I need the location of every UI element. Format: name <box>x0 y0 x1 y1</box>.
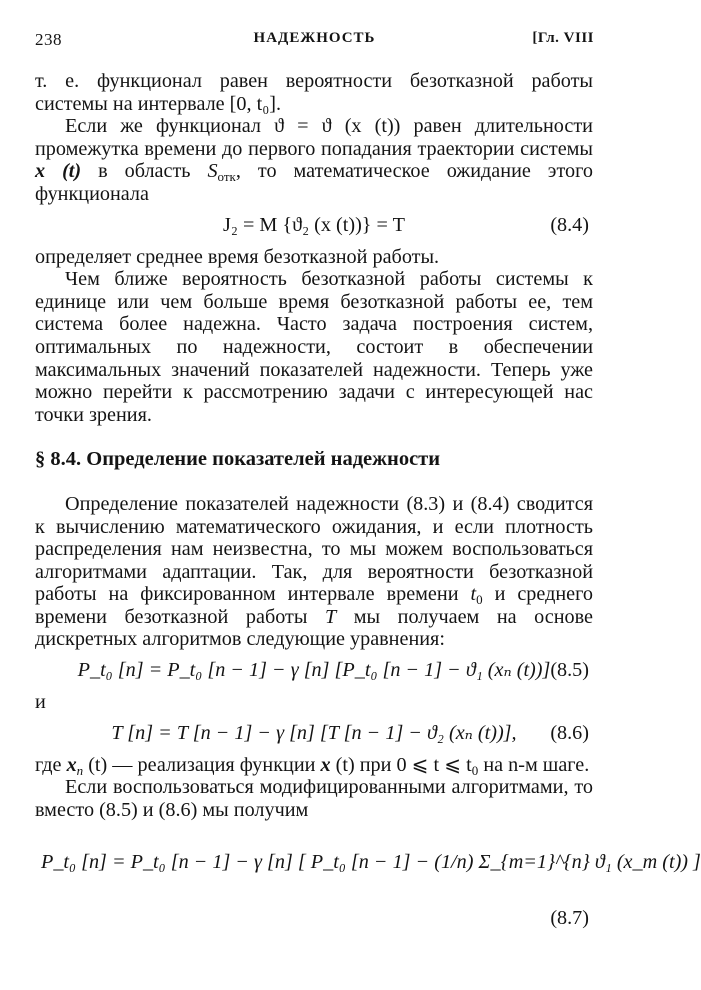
conjunction-and: и <box>35 691 46 714</box>
paragraph-5: Определение показателей надежности (8.3) и (8.4) сводится к вычислению математического ожидания, и если плотность распределения нам неизвестна, то мы можем воспользоваться алгоритмами адаптации. Так, для вероятности безотказной работы на фиксированном интервале времени $t_0$ и среднего времени безотказной работы T мы получаем на основе дискретных алгоритмов следующие уравнения: <box>35 492 594 651</box>
section-heading: § 8.4. Определение показателей надежности <box>35 448 441 471</box>
paragraph-7: Если воспользоваться модифицированными алгоритмами, то вместо (8.5) и (8.6) мы получим <box>35 776 593 821</box>
equation-8-7-formula: P_t₀ [n] = P_t₀ [n − 1] − γ [n] [ P_t₀ [n − 1] − (1/n) Σ_{m=1}^{n} ϑ₁ (x_m (t)) ] <box>41 851 701 874</box>
equation-8-6 <box>35 714 593 754</box>
paragraph-1: т. е. функционал равен вероятности безотказной работы системы на интервале [0, t₀]. <box>35 70 593 115</box>
page-body <box>35 70 701 930</box>
running-title: НАДЕЖНОСТЬ <box>253 30 376 46</box>
equation-8-7 <box>35 829 701 930</box>
equation-8-6-number: (8.6) <box>550 721 589 744</box>
paragraph-6: где $x_n$ (t) — реализация функции x (t) при 0 ⩽ t ⩽ $t_0$ на n-м шаге. <box>35 753 590 778</box>
page-number: 238 <box>35 30 62 49</box>
equation-8-4-number: (8.4) <box>550 213 589 236</box>
paragraph-3: определяет среднее время безотказной работы. <box>35 245 440 268</box>
equation-8-7-number: (8.7) <box>550 907 589 930</box>
equation-8-4 <box>35 206 593 246</box>
running-header <box>35 30 594 54</box>
equation-8-4-formula: J₂ = M {ϑ₂ (x (t))} = T <box>223 213 405 236</box>
equation-8-5 <box>35 651 593 691</box>
equation-8-6-formula: T [n] = T [n − 1] − γ [n] [T [n − 1] − ϑ₂ (xₙ (t))], <box>111 721 517 744</box>
paragraph-4: Чем ближе вероятность безотказной работы системы к единице или чем больше время безотказной работы ее, тем система более надежна. Часто задача построения систем, оптимальных по надежности, состоит в обеспечении максимальных значений показателей надежности. Теперь уже можно перейти к рассмотрению задачи с интересующей нас точки зрения. <box>35 268 593 426</box>
equation-8-5-number: (8.5) <box>550 659 589 682</box>
chapter-label: [Гл. VIII <box>532 30 594 46</box>
equation-8-5-formula: P_t₀ [n] = P_t₀ [n − 1] − γ [n] [P_t₀ [n − 1] − ϑ₁ (xₙ (t))] <box>77 659 551 682</box>
paragraph-2: Если же функционал ϑ = ϑ (x (t)) равен длительности промежутка времени до первого попадания траектории системы x (t) в область $S_{отк}$, то математическое ожидание этого функционала <box>35 115 593 205</box>
